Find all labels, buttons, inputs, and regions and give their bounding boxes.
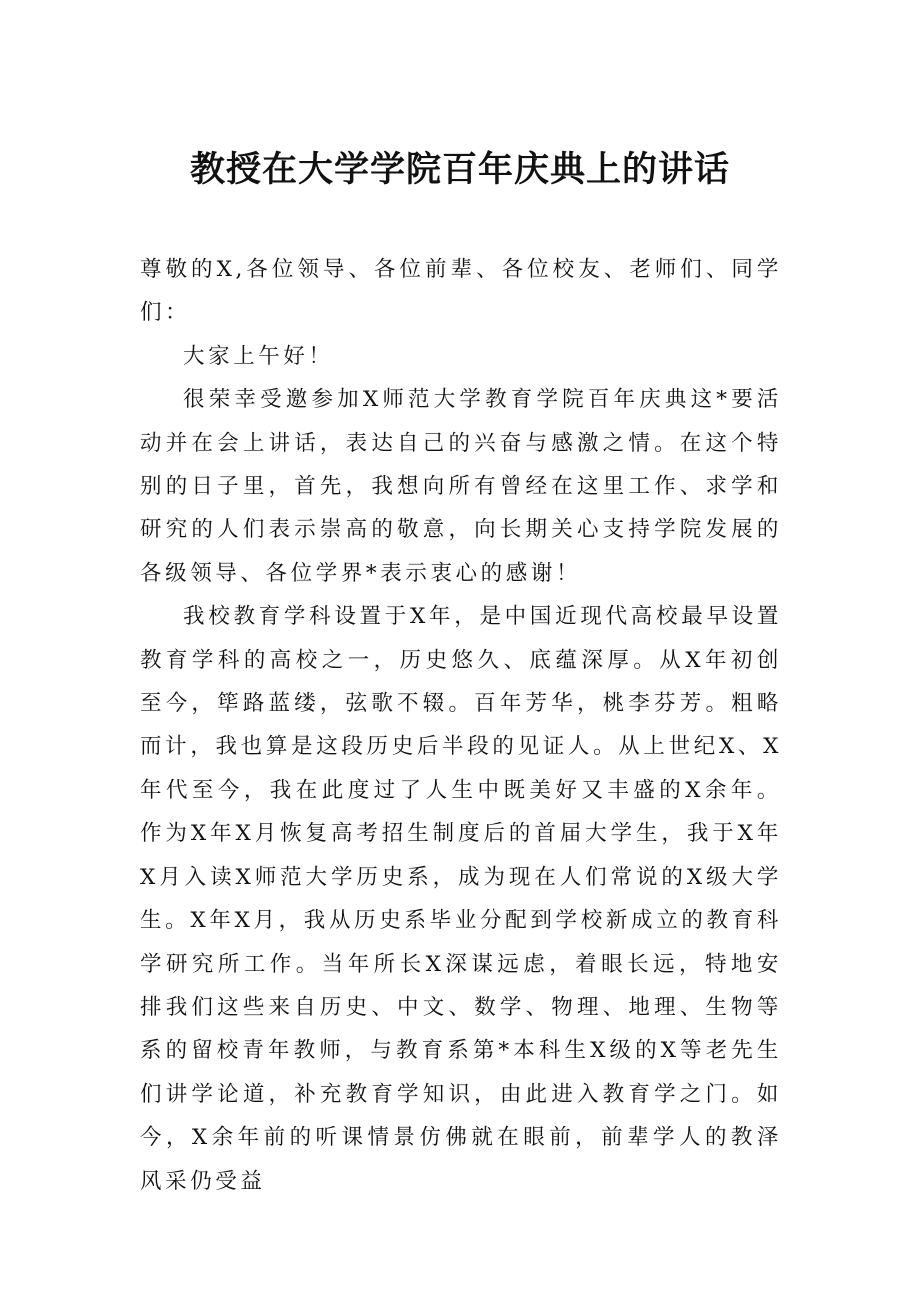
greeting-line: 大家上午好！ <box>183 343 334 369</box>
speech-body <box>140 248 782 1203</box>
document-title: 教授在大学学院百年庆典上的讲话 <box>189 150 730 190</box>
paragraph-opening: 很荣幸受邀参加X师范大学教育学院百年庆典这*要活动并在会上讲话，表达自己的兴奋与感激之情。在这个特别的日子里，首先，我想向所有曾经在这里工作、求学和研究的人们表示崇高的敬意，向长期关心支持学院发展的各级领导、各位学界*表示衷心的感谢！ <box>140 387 782 586</box>
salutation-line: 尊敬的X,各位领导、各位前辈、各位校友、老师们、同学们： <box>140 257 782 326</box>
paragraph-history: 我校教育学科设置于X年，是中国近现代高校最早设置教育学科的高校之一，历史悠久、底蕴深厚。从X年初创至今，筚路蓝缕，弦歌不辍。百年芳华，桃李芬芳。粗略而计，我也算是这段历史后半段的见证人。从上世纪X、X年代至今，我在此度过了人生中既美好又丰盛的X余年。作为X年X月恢复高考招生制度后的首届大学生，我于X年X月入读X师范大学历史系，成为现在人们常说的X级大学生。X年X月，我从历史系毕业分配到学校新成立的教育科学研究所工作。当年所长X深谋远虑，着眼长远，特地安排我们这些来自历史、中文、数学、物理、地理、生物等系的留校青年教师，与教育系第*本科生X级的X等老先生们讲学论道，补充教育学知识，由此进入教育学之门。如今，X余年前的听课情景仿佛就在眼前，前辈学人的教泽风采仍受益 <box>140 604 782 1194</box>
